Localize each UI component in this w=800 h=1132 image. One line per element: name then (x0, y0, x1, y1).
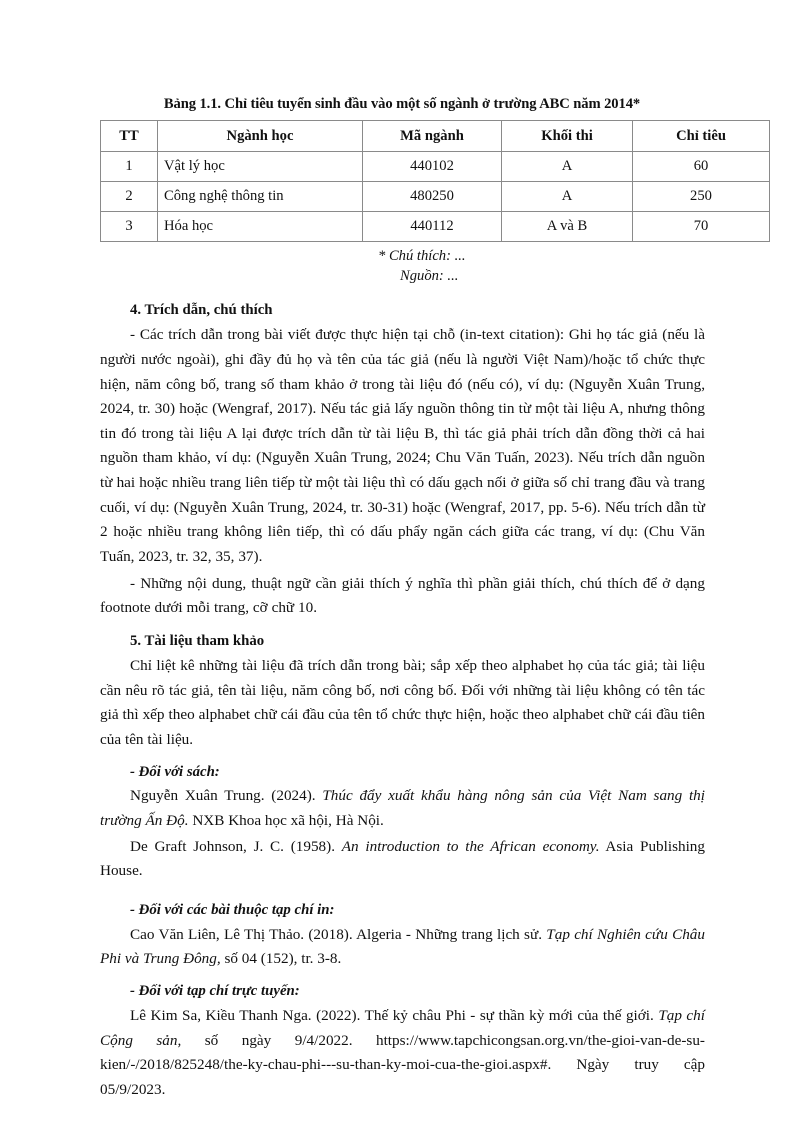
section4-paragraph-1: - Các trích dẫn trong bài viết được thực hiện tại chỗ (in-text citation): Ghi họ tác giả (nếu là người nước ngoài), ghi đầy đủ họ và tên của tác giả (nếu là người Việt Nam)/hoặc tổ chức thực hiện, năm công bố, trang số tham khảo ở trong tài liệu đó (nếu có), ví dụ: (Nguyễn Xuân Trung, 2024, tr. 30) hoặc (Wengraf, 2017). Nếu tác giả lấy nguồn thông tin từ một tài liệu A, nhưng thông tin đó trong tài liệu A lại được trích dẫn từ tài liệu B, thì tác giả phải trích dẫn đồng thời cả hai nguồn tham khảo, ví dụ: (Nguyễn Xuân Trung, 2024; Chu Văn Tuấn, 2023). Nếu trích dẫn nguồn từ hai hoặc nhiều trang liên tiếp từ một tài liệu thì có dấu gạch nối ở giữa số chỉ trang đầu và trang cuối, ví dụ: (Nguyễn Xuân Trung, 2024, tr. 30-31) hoặc (Wengraf, 2017, pp. 5-6). Nếu trích dẫn từ 2 hoặc nhiều trang không liên tiếp, thì có dấu phẩy ngăn cách giữa các trang, ví dụ: (Chu Văn Tuấn, 2023, tr. 32, 35, 37). (100, 326, 705, 565)
admission-quota-table (100, 120, 770, 242)
table-caption: Bảng 1.1. Chỉ tiêu tuyển sinh đầu vào một số ngành ở trường ABC năm 2014* (163, 96, 641, 112)
reference-book-2-prefix: De Graft Johnson, J. C. (1958). (130, 837, 342, 855)
table-header (101, 120, 770, 151)
reference-online-journal-1 (100, 1004, 705, 1103)
reference-online-journal-1-suffix: số ngày 9/4/2022. https://www.tapchicongsan.org.vn/the-gioi-van-de-su-kien/-/2018/825248/the-ky-chau-phi---su-than-ky-moi-cua-the-gioi.aspx#. Ngày truy cập 05/9/2023. (100, 1031, 705, 1098)
cell-tt: 1 (101, 151, 158, 181)
section4-paragraph-2: - Những nội dung, thuật ngữ cần giải thích ý nghĩa thì phần giải thích, chú thích để ở dạng footnote dưới mỗi trang, cỡ chữ 10. (100, 574, 705, 617)
cell-major: Hóa học (158, 211, 363, 241)
cell-block: A và B (502, 211, 633, 241)
reference-book-2 (100, 835, 705, 884)
subheading-books: - Đối với sách: (130, 763, 220, 780)
cell-tt: 3 (101, 211, 158, 241)
table-body (101, 151, 770, 241)
table-notes (100, 246, 704, 287)
section5-paragraph-1: Chỉ liệt kê những tài liệu đã trích dẫn trong bài; sắp xếp theo alphabet họ của tác giả; tài liệu cần nêu rõ tác giả, tên tài liệu, năm công bố, nơi công bố. Đối với những tài liệu không có tên tác giả thì xếp theo alphabet chữ cái đầu của tên tổ chức thực hiện, hoặc theo alphabet chữ cái đầu tiên của tên tài liệu. (100, 657, 705, 748)
column-header-code: Mã ngành (363, 120, 502, 151)
section-heading-5: 5. Tài liệu tham khảo (130, 632, 265, 649)
cell-quota: 70 (633, 211, 770, 241)
table-note-source: Nguồn: ... (400, 268, 459, 285)
cell-block: A (502, 151, 633, 181)
subheading-online-journals: - Đối với tạp chí trực tuyến: (130, 983, 300, 1000)
column-header-major: Ngành học (158, 120, 363, 151)
table-row (101, 181, 770, 211)
reference-print-journal-1-title: Tạp chí Nghiên cứu Châu Phi và Trung Đông, (100, 925, 705, 968)
cell-major: Công nghệ thông tin (158, 181, 363, 211)
cell-code: 440112 (363, 211, 502, 241)
cell-code: 440102 (363, 151, 502, 181)
table-header-row (101, 120, 770, 151)
reference-print-journal-1-suffix: số 04 (152), tr. 3-8. (220, 950, 342, 968)
cell-code: 480250 (363, 181, 502, 211)
reference-book-2-suffix: Asia Publishing House. (100, 837, 705, 880)
reference-book-1 (100, 784, 705, 833)
column-header-quota: Chỉ tiêu (633, 120, 770, 151)
reference-online-journal-1-title: Tạp chí Cộng sản, (100, 1007, 705, 1049)
reference-print-journal-1-prefix: Cao Văn Liên, Lê Thị Thảo. (2018). Algeria - Những trang lịch sử. (130, 925, 547, 943)
cell-tt: 2 (101, 181, 158, 211)
table-row (101, 151, 770, 181)
cell-major: Vật lý học (158, 151, 363, 181)
table-row (101, 211, 770, 241)
spacer (100, 884, 705, 891)
cell-block: A (502, 181, 633, 211)
cell-quota: 250 (633, 181, 770, 211)
reference-book-1-suffix: NXB Khoa học xã hội, Hà Nội. (188, 812, 384, 830)
column-header-block: Khối thi (502, 120, 633, 151)
section-heading-4: 4. Trích dẫn, chú thích (130, 302, 273, 319)
reference-print-journal-1 (100, 923, 705, 972)
reference-book-1-prefix: Nguyễn Xuân Trung. (2024). (130, 787, 323, 805)
subheading-print-journals: - Đối với các bài thuộc tạp chí in: (130, 901, 335, 918)
cell-quota: 60 (633, 151, 770, 181)
reference-book-1-title: Thúc đẩy xuất khẩu hàng nông sản của Việt Nam sang thị trường Ấn Độ. (100, 787, 705, 830)
column-header-tt: TT (101, 120, 158, 151)
reference-book-2-title: An introduction to the African economy. (341, 837, 600, 855)
reference-online-journal-1-prefix: Lê Kim Sa, Kiều Thanh Nga. (2022). Thế kỷ châu Phi - sự thần kỳ mới của thế giới. (130, 1007, 659, 1025)
table-note-footnote: * Chú thích: ... (378, 247, 466, 264)
table-block (100, 95, 726, 287)
